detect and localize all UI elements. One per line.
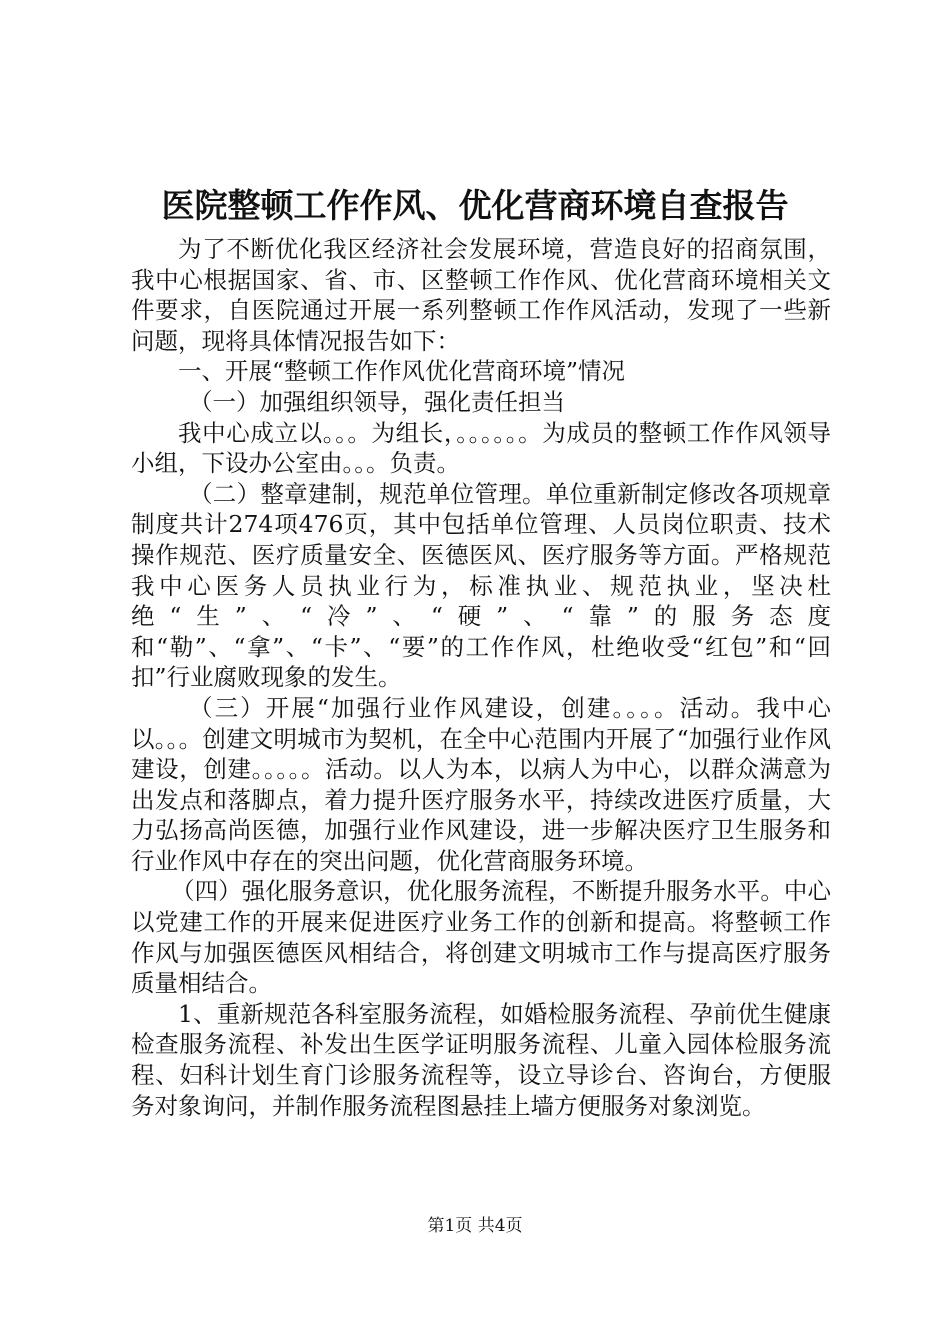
paragraph-intro: 为了不断优化我区经济社会发展环境，营造良好的招商氛围，我中心根据国家、省、市、区整顿工作作风、优化营商环境相关文件要求，自医院通过开展一系列整顿工作作风活动，发现了一些新问题，现将具体情况报告如下： [131, 235, 831, 355]
paragraph-service: （四）强化服务意识，优化服务流程，不断提升服务水平。中心以党建工作的开展来促进医疗业务工作的创新和提高。将整顿工作作风与加强医德医风相结合，将创建文明城市工作与提高医疗服务质量相结合。 [131, 877, 831, 998]
paragraph-campaign: （三）开展“加强行业作风建设，创建。。。。活动。我中心以。。。创建文明城市为契机，在全中心范围内开展了“加强行业作风建设，创建。。。。。活动。以人为本，以病人为中心，以群众满意为出发点和落脚点，着力提升医疗服务水平，持续改进医疗质量，大力弘扬高尚医德，加强行业作风建设，进一步解决医疗卫生服务和行业作风中存在的突出问题，优化营商服务环境。 [131, 693, 831, 875]
section-heading-1: 一、开展“整顿工作作风优化营商环境”情况 [178, 357, 626, 386]
document-body [131, 234, 831, 1121]
paragraph-process: 1、重新规范各科室服务流程，如婚检服务流程、孕前优生健康检查服务流程、补发出生医学证明服务流程、儿童入园体检服务流程、妇科计划生育门诊服务流程等，设立导诊台、咨询台，方便服务对象询问，并制作服务流程图悬挂上墙方便服务对象浏览。 [131, 999, 831, 1120]
paragraph-leadership: 我中心成立以。。。为组长，。。。。。。为成员的整顿工作作风领导小组，下设办公室由。。。负责。 [131, 418, 831, 478]
document-title: 医院整顿工作作风、优化营商环境自查报告 [161, 186, 789, 225]
page-number-footer: 第1页 共4页 [427, 1216, 523, 1236]
subsection-heading-1: （一）加强组织领导，强化责任担当 [189, 387, 565, 416]
paragraph-regulations: （二）整章建制，规范单位管理。单位重新制定修改各项规章制度共计274项476页，其中包括单位管理、人员岗位职责、技术操作规范、医疗质量安全、医德医风、医疗服务等方面。严格规范我中心医务人员执业行为，标准执业、规范执业，坚决杜绝“生”、“冷”、“硬”、“靠”的服务态度和“勒”、“拿”、“卡”、“要”的工作作风，杜绝收受“红包”和“回扣”行业腐败现象的发生。 [131, 479, 831, 692]
